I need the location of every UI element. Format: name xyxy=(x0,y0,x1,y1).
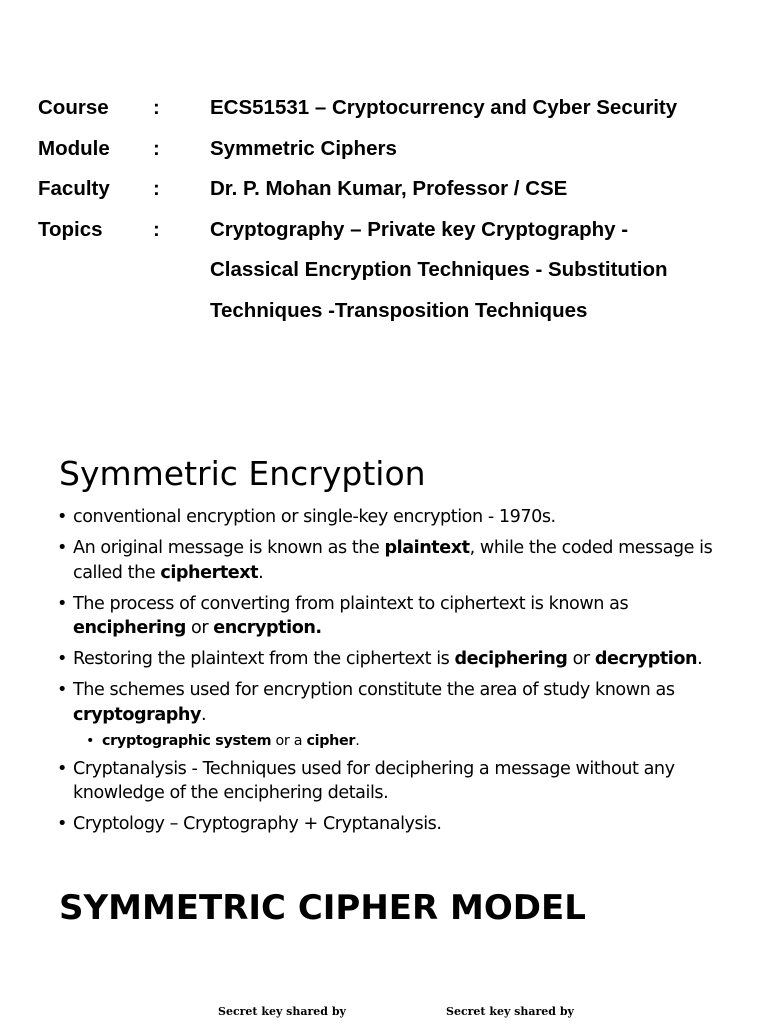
slide-title-symmetric-cipher-model: SYMMETRIC CIPHER MODEL xyxy=(59,888,586,928)
bullet-list xyxy=(57,505,717,843)
diagram-key-label-right: Secret key shared by xyxy=(446,1005,574,1018)
bullet-text: Cryptanalysis - Techniques used for deciphering a message without any knowledge of the enciphering details. xyxy=(73,758,675,803)
bullet-text: The schemes used for encryption constitute the area of study known as xyxy=(73,680,675,700)
bullet-text: Restoring the plaintext from the ciphertext is xyxy=(73,649,455,669)
bullet-text: An original message is known as the xyxy=(73,538,385,558)
bullet-item xyxy=(57,757,717,806)
bullet-text: conventional encryption or single-key encryption - 1970s. xyxy=(73,507,556,527)
bullet-item xyxy=(57,812,717,837)
bullet-text: Cryptology – Cryptography + Cryptanalysis. xyxy=(73,814,442,834)
sub-bullet-item xyxy=(57,731,717,751)
bullet-item xyxy=(57,647,717,672)
bullet-text: . xyxy=(355,732,360,749)
bullet-text: . xyxy=(258,562,264,583)
term-enciphering: enciphering xyxy=(73,618,186,638)
colon-separator: : xyxy=(153,96,160,119)
bullet-text: The process of converting from plaintext to ciphertext is known as xyxy=(73,593,629,614)
term-decryption: decryption xyxy=(594,649,698,669)
faculty-label: Faculty xyxy=(38,177,110,200)
info-row-faculty xyxy=(38,169,668,210)
topics-value: Cryptography – Private key Cryptography - xyxy=(210,217,629,241)
faculty-value: Dr. P. Mohan Kumar, Professor / CSE xyxy=(210,177,568,200)
term-cryptography: cryptography xyxy=(73,704,201,725)
bullet-text: . xyxy=(697,649,703,669)
info-row-module xyxy=(38,129,668,170)
term-plaintext: plaintext xyxy=(384,538,470,558)
bullet-item xyxy=(57,592,717,641)
bullet-text: or xyxy=(567,649,595,669)
topics-value-line-3: Techniques -Transposition Techniques xyxy=(210,298,588,322)
term-deciphering: deciphering xyxy=(454,649,568,669)
bullet-item xyxy=(57,505,717,530)
term-cipher: cipher xyxy=(306,732,356,749)
term-encryption: encryption. xyxy=(213,618,322,638)
topics-value-line-2: Classical Encryption Techniques - Substitution xyxy=(210,258,668,281)
colon-separator: : xyxy=(153,136,160,160)
module-value: Symmetric Ciphers xyxy=(210,136,397,160)
bullet-text: , while the coded message is called the xyxy=(73,538,713,583)
module-label: Module xyxy=(38,136,110,160)
colon-separator: : xyxy=(153,217,160,241)
course-info xyxy=(38,88,678,331)
term-ciphertext: ciphertext xyxy=(160,562,259,583)
course-label: Course xyxy=(38,96,109,119)
bullet-text: or xyxy=(185,618,214,638)
bullet-text: or a xyxy=(271,732,307,749)
term-cryptographic-system: cryptographic system xyxy=(102,732,272,749)
info-row-course xyxy=(38,88,678,129)
slide-title-symmetric-encryption: Symmetric Encryption xyxy=(59,454,426,493)
bullet-item xyxy=(57,678,717,727)
info-row-topics xyxy=(38,210,668,251)
diagram-key-label-left: Secret key shared by xyxy=(218,1005,346,1018)
topics-label: Topics xyxy=(38,217,103,241)
bullet-item xyxy=(57,536,717,585)
course-value: ECS51531 – Cryptocurrency and Cyber Security xyxy=(210,96,678,119)
bullet-text: . xyxy=(201,704,207,725)
colon-separator: : xyxy=(153,177,160,200)
